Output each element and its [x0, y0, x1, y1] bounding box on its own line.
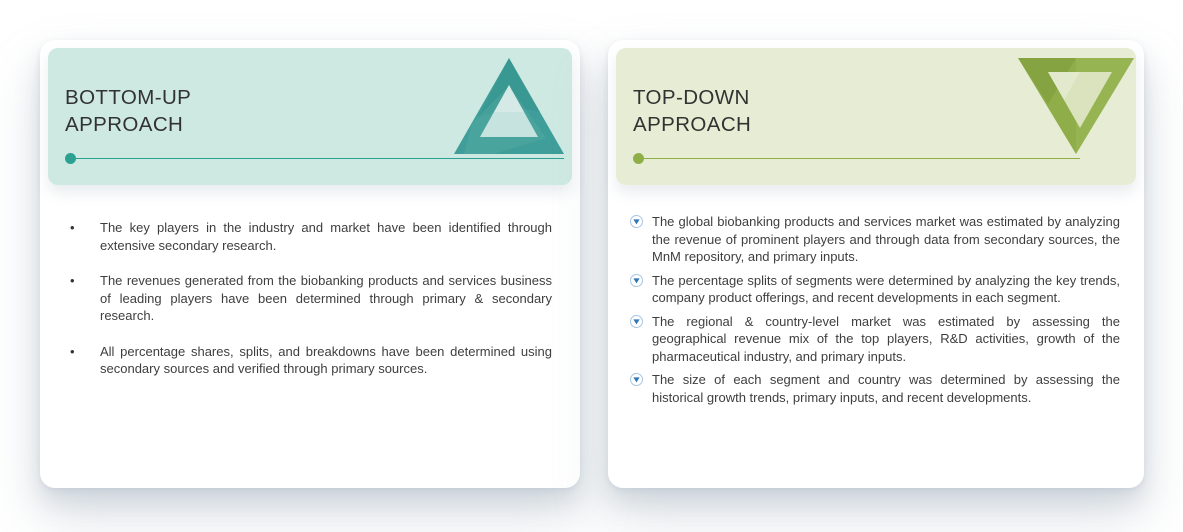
list-item — [70, 272, 552, 325]
bullet-text: The revenues generated from the biobanking products and services business of leading players have been determined through primary & secondary research. — [100, 273, 552, 323]
list-item — [630, 272, 1120, 307]
top-down-bullet-list — [630, 213, 1120, 406]
list-item — [630, 371, 1120, 406]
bullet-text: The key players in the industry and market have been identified through extensive secondary research. — [100, 220, 552, 253]
title-line-2: APPROACH — [633, 113, 752, 136]
bullet-dot-icon: • — [70, 220, 75, 235]
list-item — [70, 219, 552, 254]
title-line-1: BOTTOM-UP — [65, 86, 192, 109]
bullet-text: The global biobanking products and services market was estimated by analyzing the revenue of prominent players and through data from secondary sources, the MnM repository, and primary inputs. — [652, 214, 1120, 264]
circled-down-triangle-icon — [630, 315, 643, 328]
bottom-up-header — [48, 48, 572, 185]
down-triangle-icon — [1018, 58, 1134, 159]
top-down-body — [616, 185, 1136, 406]
accent-line — [75, 158, 564, 160]
bottom-up-approach-card — [40, 40, 580, 488]
top-down-approach-card — [608, 40, 1144, 488]
accent-line — [643, 158, 1080, 160]
bottom-up-body — [48, 185, 572, 378]
circled-down-triangle-icon — [630, 373, 643, 386]
bullet-dot-icon: • — [70, 343, 75, 359]
bullet-text: All percentage shares, splits, and breakdowns have been determined using secondary sources and verified through primary sources. — [100, 343, 552, 376]
bottom-up-title — [65, 84, 191, 138]
circled-down-triangle-icon — [630, 274, 643, 287]
top-down-accent-rule — [633, 153, 1080, 164]
top-down-header — [616, 48, 1136, 185]
bullet-text: The percentage splits of segments were determined by analyzing the key trends, company product offerings, and recent developments in each segment. — [652, 272, 1120, 305]
list-item — [630, 213, 1120, 266]
bullet-text: The size of each segment and country was determined by assessing the historical growth trends, primary inputs, and recent developments. — [652, 372, 1120, 405]
top-down-title — [633, 84, 751, 138]
bottom-up-accent-rule — [65, 153, 564, 164]
title-line-2: APPROACH — [65, 113, 184, 136]
list-item — [70, 343, 552, 378]
bottom-up-bullet-list — [70, 219, 552, 378]
title-line-1: TOP-DOWN — [633, 86, 750, 109]
bullet-text: The regional & country-level market was estimated by assessing the geographical revenue mix of the top players, R&D activities, growth of the pharmaceutical industry, and primary inputs. — [652, 313, 1120, 364]
list-item — [630, 313, 1120, 366]
up-triangle-icon — [454, 58, 564, 159]
circled-down-triangle-icon — [630, 215, 643, 228]
bullet-dot-icon: • — [70, 273, 75, 288]
